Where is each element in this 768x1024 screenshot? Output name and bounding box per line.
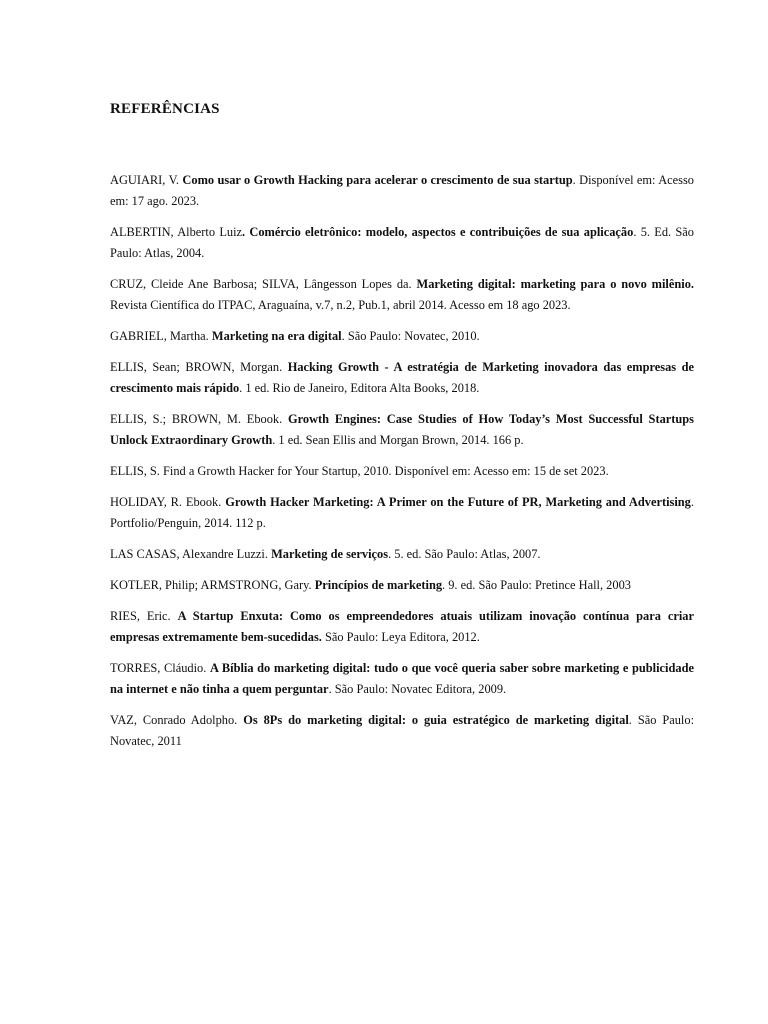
reference-authors: CRUZ, Cleide Ane Barbosa; SILVA, Lângesson Lopes da. [110, 277, 417, 291]
reference-details: . 1 ed. Rio de Janeiro, Editora Alta Books, 2018. [239, 381, 480, 395]
reference-authors: ELLIS, S.; BROWN, M. Ebook. [110, 412, 288, 426]
reference-title: Marketing de serviços [271, 547, 389, 561]
reference-authors: TORRES, Cláudio. [110, 661, 210, 675]
reference-item [110, 575, 694, 596]
reference-details: . São Paulo: Novatec, 2011 [110, 713, 695, 748]
reference-item [110, 461, 694, 482]
reference-title: Growth Hacker Marketing: A Primer on the Future of PR, Marketing and Advertising [225, 495, 691, 509]
reference-authors: ELLIS, Sean; BROWN, Morgan. [110, 360, 288, 374]
reference-item [110, 492, 694, 534]
page-title: REFERÊNCIAS [110, 101, 220, 117]
reference-authors: VAZ, Conrado Adolpho. [110, 713, 244, 727]
reference-title: Marketing digital: marketing para o novo milênio. [416, 277, 694, 291]
reference-authors: AGUIARI, V. [110, 173, 183, 187]
reference-item [110, 274, 694, 316]
reference-title: . Comércio eletrônico: modelo, aspectos e contribuições de sua aplicação [242, 225, 634, 239]
reference-authors: HOLIDAY, R. Ebook. [110, 495, 226, 509]
reference-title: A Startup Enxuta: Como os empreendedores atuais utilizam inovação contínua para criar empresas extremamente bem-sucedidas. [110, 609, 694, 644]
reference-details: . São Paulo: Novatec Editora, 2009. [328, 682, 507, 696]
reference-title: Hacking Growth - A estratégia de Marketing inovadora das empresas de crescimento mais rápido [110, 360, 695, 395]
reference-item [110, 326, 694, 347]
reference-item [110, 222, 694, 264]
reference-authors: LAS CASAS, Alexandre Luzzi. [110, 547, 272, 561]
reference-list [110, 170, 694, 762]
reference-details: . 5. Ed. São Paulo: Atlas, 2004. [110, 225, 694, 260]
reference-item [110, 170, 694, 212]
reference-authors: ALBERTIN, Alberto Luiz [110, 225, 243, 239]
reference-title: A Bíblia do marketing digital: tudo o que você queria saber sobre marketing e publicidade na internet e não tinha a quem perguntar [110, 661, 694, 696]
reference-item [110, 658, 694, 700]
reference-title: Como usar o Growth Hacking para acelerar o crescimento de sua startup [182, 173, 573, 187]
reference-authors: RIES, Eric. [110, 609, 178, 623]
reference-authors: ELLIS, S. Find a Growth Hacker for Your Startup, 2010. Disponível em: Acesso em: 15 de set 2023. [110, 464, 609, 478]
reference-title: Growth Engines: Case Studies of How Today’s Most Successful Startups Unlock Extraordinary Growth [110, 412, 694, 447]
reference-title: Princípios de marketing [314, 578, 443, 592]
reference-authors: GABRIEL, Martha. [110, 329, 212, 343]
reference-details: . 1 ed. Sean Ellis and Morgan Brown, 2014. 166 p. [272, 433, 524, 447]
reference-title: Os 8Ps do marketing digital: o guia estratégico de marketing digital [243, 713, 629, 727]
reference-details: . Disponível em: Acesso em: 17 ago. 2023. [110, 173, 695, 208]
reference-item [110, 544, 694, 565]
reference-details: Revista Científica do ITPAC, Araguaína, v.7, n.2, Pub.1, abril 2014. Acesso em 18 ago 2023. [110, 298, 571, 312]
reference-title: Marketing na era digital [211, 329, 342, 343]
reference-item [110, 409, 694, 451]
reference-details: . São Paulo: Novatec, 2010. [341, 329, 480, 343]
reference-details: . 5. ed. São Paulo: Atlas, 2007. [388, 547, 541, 561]
reference-details: . 9. ed. São Paulo: Pretince Hall, 2003 [442, 578, 631, 592]
reference-authors: KOTLER, Philip; ARMSTRONG, Gary. [110, 578, 315, 592]
reference-details: São Paulo: Leya Editora, 2012. [321, 630, 480, 644]
reference-item [110, 606, 694, 648]
reference-details: . Portfolio/Penguin, 2014. 112 p. [110, 495, 694, 530]
reference-item [110, 357, 694, 399]
reference-item [110, 710, 694, 752]
